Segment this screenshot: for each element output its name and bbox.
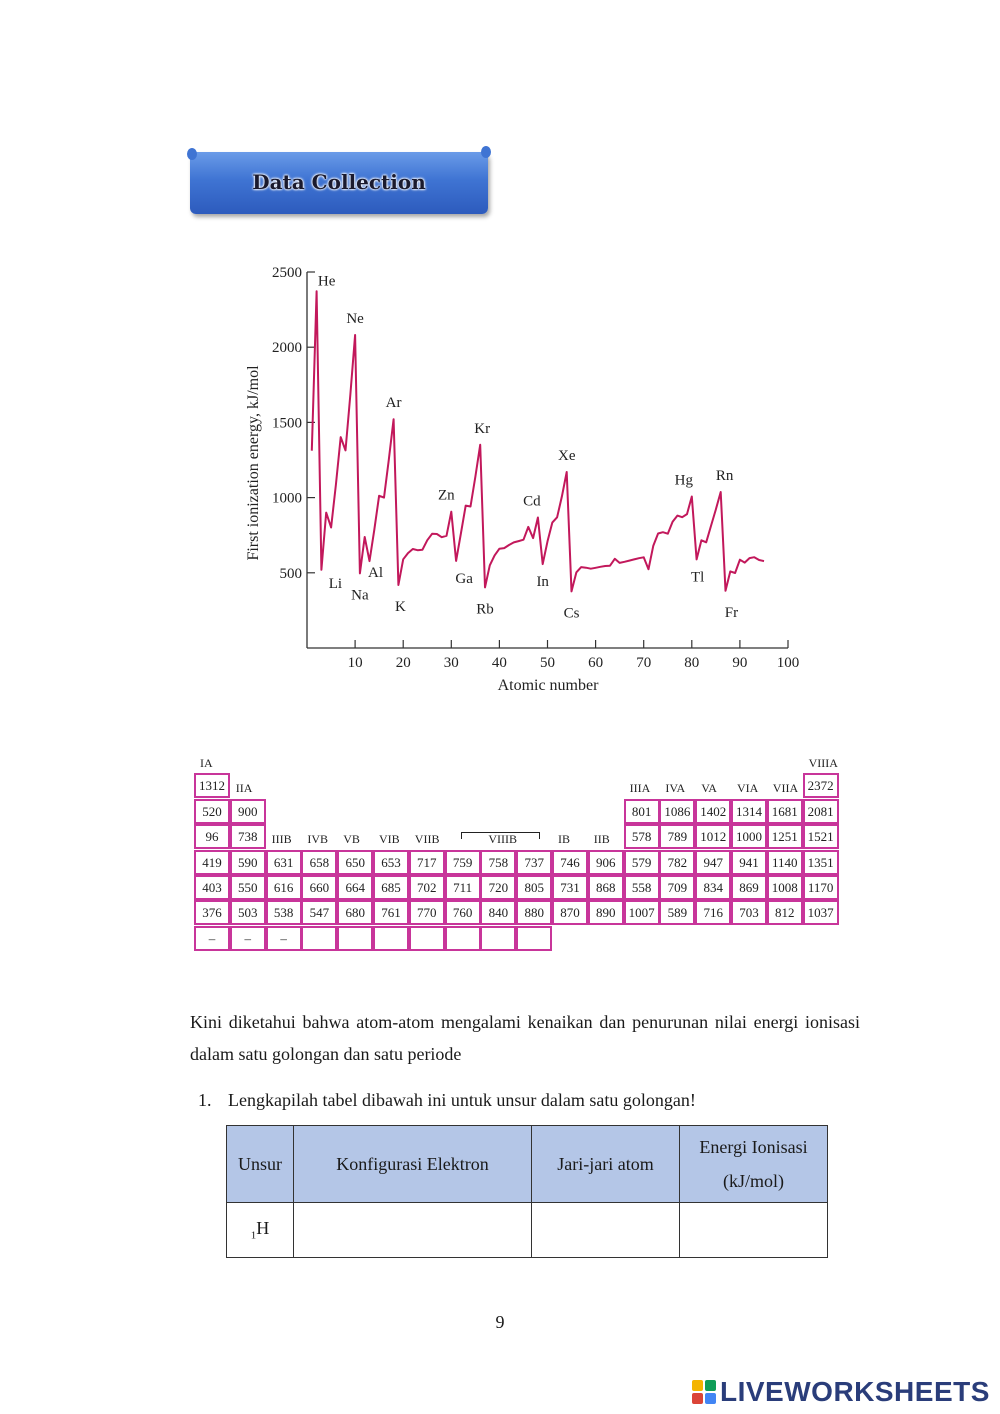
element-label-xe: Xe (557, 448, 576, 465)
ie-cell: 2081 (803, 799, 839, 824)
ie-cell: 589 (659, 900, 695, 925)
intro-paragraph: Kini diketahui bahwa atom-atom mengalami kenaikan dan penurunan nilai energi ionisasi dalam satu golongan dan satu periode (190, 1012, 860, 1064)
element-label-na: Na (351, 587, 369, 604)
y-tick-label: 2000 (272, 340, 302, 357)
logo-icon (692, 1380, 716, 1404)
element-symbol: H (256, 1218, 270, 1239)
element-label-rb: Rb (476, 601, 494, 618)
ie-cell: 550 (230, 875, 266, 900)
x-tick-label: 90 (732, 655, 748, 671)
ie-cell: 761 (373, 900, 409, 925)
ie-cell: 1314 (731, 799, 767, 824)
x-tick-label: 40 (491, 655, 507, 671)
ie-cell: 376 (194, 900, 230, 925)
ie-cell (301, 926, 337, 951)
element-label-cd: Cd (523, 493, 541, 510)
ie-cell: 664 (337, 875, 373, 900)
group-label: VB (343, 832, 360, 847)
ie-cell: 538 (266, 900, 302, 925)
group-label: VIA (737, 781, 759, 796)
x-tick-label: 30 (443, 655, 459, 671)
ie-cell (373, 926, 409, 951)
element-label-rn: Rn (715, 468, 734, 485)
ie-cell: 685 (373, 875, 409, 900)
ie-cell: 868 (588, 875, 624, 900)
ie-cell: 96 (194, 824, 230, 849)
y-tick-label: 1000 (272, 490, 302, 507)
question-number: 1. (198, 1090, 212, 1110)
ie-cell: 1086 (659, 799, 695, 824)
ie-cell: 631 (266, 850, 302, 875)
ie-cell: 782 (659, 850, 695, 875)
ie-cell: – (194, 926, 230, 951)
element-label-fr: Fr (724, 604, 739, 621)
ie-cell: 1000 (731, 824, 767, 849)
element-label-cs: Cs (563, 605, 580, 622)
group-label: VIIIB (488, 832, 518, 847)
header-jari-jari: Jari-jari atom (532, 1126, 680, 1203)
element-label-zn: Zn (437, 487, 455, 504)
ie-cell: 870 (552, 900, 588, 925)
x-tick-label: 20 (395, 655, 411, 671)
ie-cell: 653 (373, 850, 409, 875)
ie-cell: 834 (695, 875, 731, 900)
y-tick-label: 500 (279, 565, 302, 582)
logo-text: LIVEWORKSHEETS (720, 1376, 990, 1407)
ie-cell: 880 (516, 900, 552, 925)
chart-ylabel: First ionization energy, kJ/mol (245, 365, 262, 561)
question-text: Lengkapilah tabel dibawah ini untuk unsur dalam satu golongan! (228, 1090, 696, 1110)
ie-cell: 941 (731, 850, 767, 875)
header-energi: Energi Ionisasi (kJ/mol) (680, 1126, 828, 1203)
ie-cell: 1008 (767, 875, 803, 900)
ie-cell: 650 (337, 850, 373, 875)
ie-cell: 890 (588, 900, 624, 925)
ie-cell: 801 (624, 799, 660, 824)
x-tick-label: 70 (636, 655, 652, 671)
group-label: VIIA (772, 781, 799, 796)
ie-cell: 812 (767, 900, 803, 925)
ie-cell: 738 (230, 824, 266, 849)
ie-cell: 590 (230, 850, 266, 875)
ie-cell: 760 (445, 900, 481, 925)
ie-cell: 720 (480, 875, 516, 900)
ie-cell: 1251 (767, 824, 803, 849)
group-label: IA (200, 756, 213, 770)
ie-cell (516, 926, 552, 951)
ie-cell: 1312 (194, 773, 230, 798)
group-label: VIB (379, 832, 400, 847)
ie-cell: 558 (624, 875, 660, 900)
group-label: IVA (665, 781, 686, 796)
x-tick-label: 10 (347, 655, 363, 671)
worksheet-table (226, 1125, 828, 1258)
ie-cell: 419 (194, 850, 230, 875)
ie-cell: 1037 (803, 900, 839, 925)
table-row (227, 1203, 828, 1258)
ie-cell: 805 (516, 875, 552, 900)
ie-cell: 520 (194, 799, 230, 824)
ie-cell: 1681 (767, 799, 803, 824)
ie-cell: 947 (695, 850, 731, 875)
element-subscript: 1 (250, 1229, 257, 1242)
page-number: 9 (495, 1312, 505, 1332)
ie-cell: 711 (445, 875, 481, 900)
ie-cell: 759 (445, 850, 481, 875)
ie-cell: 403 (194, 875, 230, 900)
answer-konfigurasi[interactable] (294, 1203, 532, 1258)
answer-energi[interactable] (680, 1203, 828, 1258)
ie-cell: 2372 (803, 773, 839, 798)
chart-xlabel: Atomic number (497, 677, 599, 694)
element-label-kr: Kr (474, 420, 491, 437)
ie-cell: 702 (409, 875, 445, 900)
ie-cell: 746 (552, 850, 588, 875)
ie-cell: 1012 (695, 824, 731, 849)
ie-cell: 840 (480, 900, 516, 925)
ie-cell: 758 (480, 850, 516, 875)
y-tick-label: 1500 (272, 415, 302, 432)
ie-cell: 660 (301, 875, 337, 900)
ie-cell (480, 926, 516, 951)
viiib-bracket (461, 832, 540, 839)
ie-cell (445, 926, 481, 951)
question-1 (198, 1090, 696, 1111)
element-label-al: Al (368, 565, 384, 582)
ie-cell: 717 (409, 850, 445, 875)
ie-cell: 547 (301, 900, 337, 925)
ie-cell: 1402 (695, 799, 731, 824)
ie-cell: – (266, 926, 302, 951)
ie-cell: 1170 (803, 875, 839, 900)
group-label: IIB (593, 832, 610, 847)
cell-element (227, 1203, 294, 1258)
element-label-he: He (317, 273, 336, 290)
ie-cell: 900 (230, 799, 266, 824)
element-label-ga: Ga (455, 570, 473, 587)
ie-cell: 1140 (767, 850, 803, 875)
ie-cell: 731 (552, 875, 588, 900)
answer-jari-jari[interactable] (532, 1203, 680, 1258)
group-label: IVB (307, 832, 329, 847)
ie-cell (409, 926, 445, 951)
ie-cell: 716 (695, 900, 731, 925)
ie-cell: 579 (624, 850, 660, 875)
element-label-li: Li (328, 575, 343, 592)
group-label: IIIB (271, 832, 292, 847)
ie-cell: 503 (230, 900, 266, 925)
group-label: IIA (235, 781, 253, 796)
ie-cell: 709 (659, 875, 695, 900)
element-label-hg: Hg (674, 472, 693, 489)
ie-cell: 789 (659, 824, 695, 849)
x-tick-label: 60 (588, 655, 604, 671)
group-label: IB (558, 832, 570, 847)
element-label-ar: Ar (385, 395, 402, 412)
ie-cell: 906 (588, 850, 624, 875)
ie-cell: 680 (337, 900, 373, 925)
header-konfigurasi: Konfigurasi Elektron (294, 1126, 532, 1203)
liveworksheets-logo (692, 1376, 990, 1408)
ie-cell: 737 (516, 850, 552, 875)
element-label-tl: Tl (690, 569, 705, 586)
ie-cell: 658 (301, 850, 337, 875)
group-label: VA (701, 781, 717, 796)
banner-title: Data Collection (252, 170, 426, 194)
group-label: IIIA (629, 781, 651, 796)
group-label: VIIB (414, 832, 440, 847)
element-label-in: In (536, 574, 549, 591)
ie-cell: 1521 (803, 824, 839, 849)
ie-cell: 703 (731, 900, 767, 925)
ie-cell: 1351 (803, 850, 839, 875)
x-tick-label: 80 (684, 655, 700, 671)
ie-cell (337, 926, 373, 951)
x-tick-label: 50 (540, 655, 555, 671)
ie-cell: 616 (266, 875, 302, 900)
table-header-row (227, 1126, 828, 1203)
element-label-k: K (394, 598, 406, 615)
header-unsur: Unsur (227, 1126, 294, 1203)
ie-cell: 770 (409, 900, 445, 925)
group-label: VIIIA (808, 756, 838, 770)
x-tick-label: 100 (776, 655, 800, 671)
element-label-ne: Ne (346, 311, 364, 328)
ie-cell: – (230, 926, 266, 951)
ie-cell: 869 (731, 875, 767, 900)
ie-cell: 1007 (624, 900, 660, 925)
y-tick-label: 2500 (272, 265, 302, 281)
ie-cell: 578 (624, 824, 660, 849)
